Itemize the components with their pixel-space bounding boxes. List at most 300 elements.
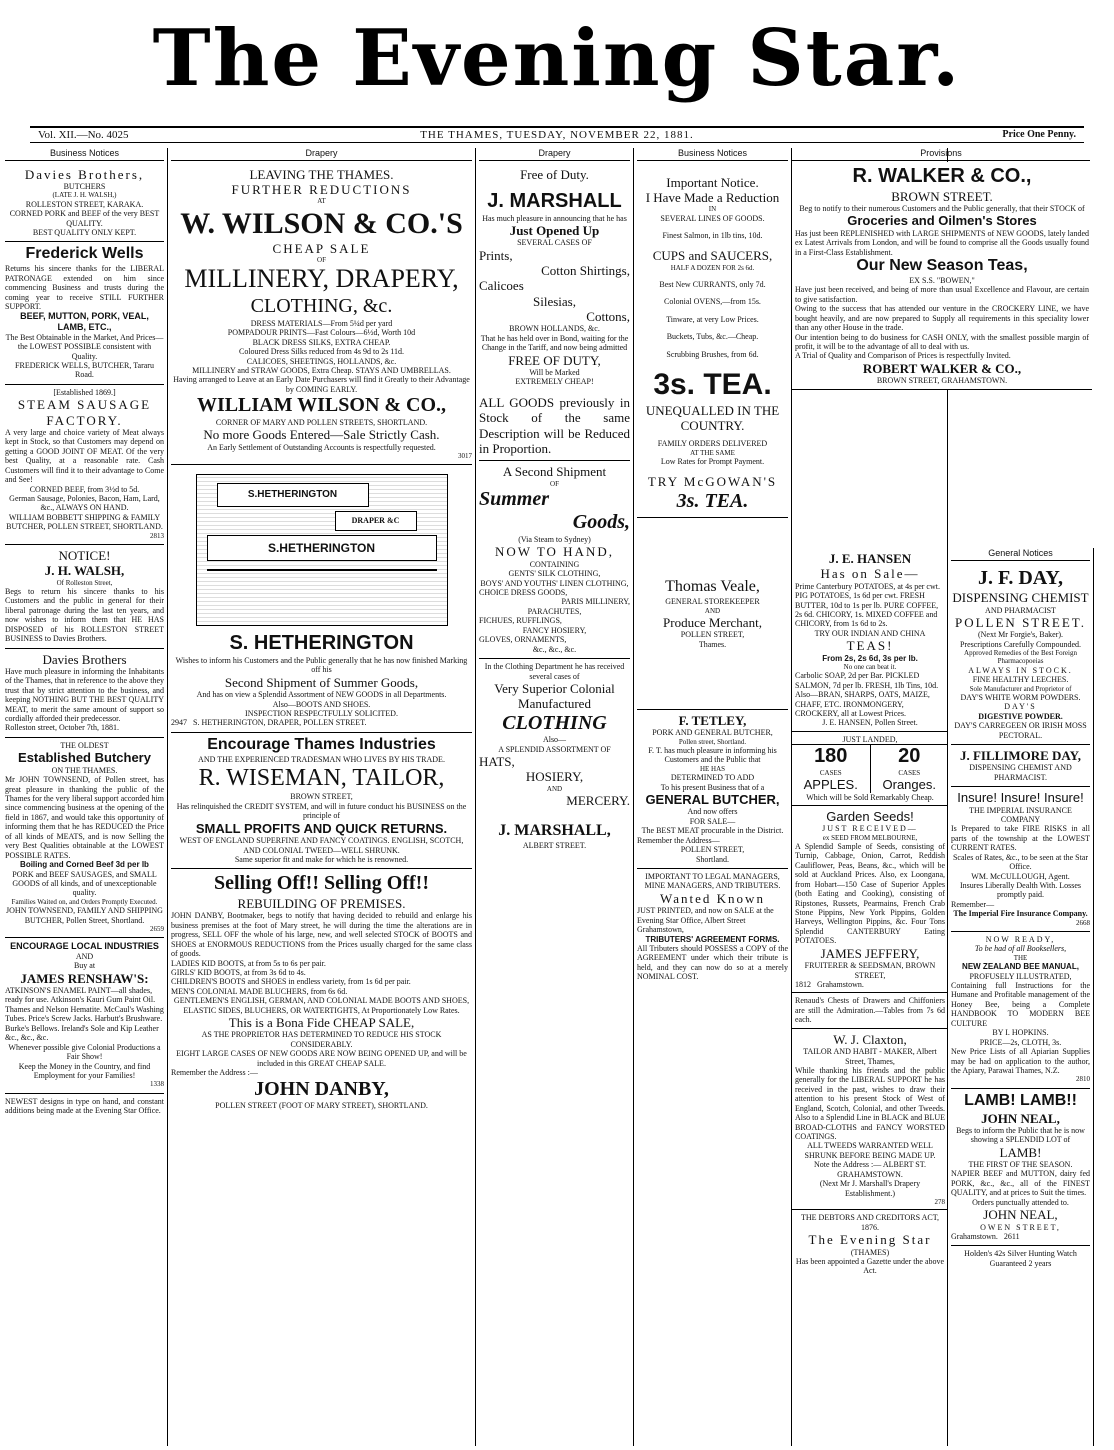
ad-text: NOW TO HAND, (495, 544, 614, 560)
ad-text: DAY'S (1004, 702, 1037, 712)
ad-text: NOW READY, (985, 935, 1056, 945)
ad-text: CASES (898, 768, 921, 777)
ad-text: HE HAS (699, 764, 726, 773)
ad-title: Frederick Wells (25, 245, 144, 263)
ad-signature: JOHN TOWNSEND, FAMILY AND SHIPPING BUTCHER, Pollen Street, Shortland. (6, 906, 163, 925)
ad-text: DISPENSING CHEMIST (952, 590, 1089, 606)
ad-title: JOHN NEAL, (981, 1110, 1060, 1126)
ad-text: REBUILDING OF PREMISES. (237, 896, 406, 912)
ad-marshall-summer (479, 461, 630, 659)
ad-number: 2810 (1076, 1075, 1090, 1084)
ad-renaud (792, 993, 948, 1028)
ad-text: Grahamstown. (817, 980, 864, 989)
ad-text: Scrubbing Brushes, from 6d. (666, 349, 759, 359)
ad-body: ALL GOODS previously in Stock of the same Description will be Reduced in Proportion. (479, 394, 630, 456)
ad-text: FRUITERER & SEEDSMAN, BROWN STREET, (804, 961, 936, 980)
ad-text: ON THE THAMES. (51, 765, 118, 775)
ad-text: Thames. (698, 639, 727, 649)
ad-signature: J. E. HANSEN, Pollen Street. (822, 718, 918, 728)
ad-text: Tinware, at very Low Prices. (666, 314, 759, 324)
ad-body: Has been appointed a Gazette under the above Act. (795, 1256, 945, 1276)
ad-marshall-clothing (479, 659, 630, 855)
ad-text: Buckets, Tubs, &c.—Cheap. (666, 332, 759, 342)
store-veranda (207, 569, 437, 615)
ad-text: (Via Steam to Sydney) (518, 534, 591, 544)
ad-text: SMALL PROFITS AND QUICK RETURNS. (195, 820, 448, 836)
ad-body: NAPIER BEEF and MUTTON, dairy fed PORK, &c., &c., all of the FINEST QUALITY, and at prices to Suit the times. (951, 1169, 1090, 1198)
ad-text: AND THE EXPERIENCED TRADESMAN WHO LIVES BY HIS TRADE. (198, 754, 445, 764)
ad-body: ATKINSON'S ENAMEL PAINT—all shades, ready for use. Atkinson's Kauri Gum Paint Oil. Thames and Nelson Hematite. McCaul's Washing Tubes. Price's Screw Jacks. Harbutt's Brushware. Burke's Bellows. Ireland's Sole and Kip Leather &c., &c., &c. (5, 986, 164, 1043)
ad-text: ALL TWEEDS WARRANTED WELL SHRUNK BEFORE BEING MADE UP. (804, 1141, 936, 1160)
ad-body: JUST PRINTED, and now on SALE at the Evening Star Office, Albert Street Grahamstown, (637, 906, 774, 935)
ad-text: To be had of all Booksellers, (974, 944, 1067, 954)
ad-marshall-free-duty (479, 164, 630, 462)
ad-address: POLLEN STREET (FOOT OF MARY STREET), SHORTLAND. (215, 1101, 428, 1111)
ad-address: POLLEN STREET. (954, 614, 1087, 630)
ad-number: 1812 (795, 980, 811, 989)
ad-title: JOHN DANBY, (254, 1077, 389, 1100)
ad-text: Insures Liberally Dealth With. Losses promptly paid. (959, 881, 1082, 900)
ad-walsh-notice (5, 545, 164, 649)
ad-text: GENERAL STOREKEEPER (665, 597, 760, 607)
ad-body: Beg to notify to their numerous Customers and the Public generally, that their STOCK of (799, 203, 1085, 213)
ad-number: 2813 (150, 531, 164, 540)
ad-imperial-insurance (951, 787, 1090, 932)
ad-title: Davies Brothers, (24, 166, 145, 182)
ad-body: That he has held over in Bond, waiting for the Change in the Tariff, and now being admitted (480, 333, 629, 353)
ad-text: AND (75, 951, 94, 961)
ad-tetley (637, 710, 788, 869)
ad-text: JUST LANDED, (842, 734, 898, 744)
ad-text: FINE HEALTHY LEECHES. (972, 675, 1069, 685)
ad-text: Of Rolleston Street, (56, 578, 113, 587)
ad-text: Second Shipment of Summer Goods, (224, 674, 419, 690)
ad-title: F. TETLEY, (678, 713, 747, 729)
ad-text: SEVERAL CASES OF (517, 238, 592, 248)
ad-text: Orders punctually attended to. (972, 1197, 1069, 1207)
ad-text: GIRLS' KID BOOTS, at from 3s 6d to 4s. (171, 967, 306, 977)
ad-text: Remember the Address :— (171, 1068, 258, 1078)
ad-address: ALBERT STREET. (522, 841, 587, 851)
ad-text: FICHUES, RUFFLINGS, (479, 616, 562, 626)
ad-text: INSPECTION RESPECTFULLY SOLICITED. (245, 708, 398, 718)
ad-title: LAMB! LAMB!! (964, 1091, 1077, 1109)
ad-title: S. HETHERINGTON (229, 632, 414, 655)
ad-text: From 2s, 2s 6d, 3s per lb. (822, 653, 918, 663)
ad-text: HOSIERY, (525, 769, 584, 785)
masthead (0, 0, 1114, 118)
ad-john-neal (951, 1089, 1090, 1247)
ad-bee-manual (951, 932, 1090, 1089)
ad-body: In the Clothing Department he has received several cases of (484, 662, 625, 681)
ad-text: BROWN HOLLANDS, &c. (509, 324, 600, 334)
ad-text: THE OLDEST (60, 740, 109, 750)
ad-title: ENCOURAGE LOCAL INDUSTRIES (10, 941, 159, 952)
ad-address: Note the Address :— ALBERT ST. GRAHAMSTOWN. (813, 1160, 927, 1179)
ad-text: PORK and BEEF SAUSAGES, and SMALL GOODS of all kinds, and of unexceptionable quality. (12, 869, 157, 898)
ad-text: FREE OF DUTY, (508, 352, 601, 368)
ad-text: CHOICE DRESS GOODS, (479, 588, 568, 598)
ad-text: AND PHARMACIST (985, 605, 1056, 615)
ad-hetherington (171, 465, 472, 733)
ad-address: POLLEN STREET, (680, 845, 745, 855)
ad-body: Returns his sincere thanks for the LIBERAL PATRONAGE extended on him since commencing Business and trusts during the coming year to receive STILL FURTHER SUPPORT. (5, 264, 164, 311)
ad-body: Has just been REPLENISHED with LARGE SHIPMENTS of NEW GOODS, lately landed ex Latest Arrivals from London, and will be found to comprise all the Goods usually found in a First-Class Establishment. (795, 228, 1089, 257)
ad-signature: S. HETHERINGTON, DRAPER, POLLEN STREET. (193, 718, 367, 728)
ad-text: LADIES KID BOOTS, at from 5s to 6s per pair. (171, 958, 326, 968)
ad-title: JAMES JEFFERY, (820, 945, 920, 961)
ad-text: (Next Mr J. Marshall's Drapery Establishment.) (819, 1179, 921, 1198)
ad-signature: JOHN NEAL, (983, 1207, 1058, 1223)
ad-tributers (637, 869, 788, 986)
ad-text: DAY'S WHITE WORM POWDERS. (960, 692, 1081, 702)
ad-title: CLOTHING, &c. (250, 295, 393, 318)
ad-address: POLLEN STREET, (680, 630, 745, 640)
ad-address: OWEN STREET, (980, 1222, 1061, 1232)
ad-text: Produce Merchant, (663, 614, 762, 630)
ad-body: Has relinquished the CREDIT SYSTEM, and will in future conduct his BUSINESS on the principle of (176, 801, 467, 821)
ad-text: Prescriptions Carefully Compounded. (959, 639, 1082, 649)
ad-subtitle: BUTCHERS (63, 181, 106, 191)
column-business-notices-2 (634, 148, 792, 1446)
column-header: Business Notices (5, 148, 164, 161)
ad-title: NOTICE! (58, 548, 111, 563)
ad-text: BLACK DRESS SILKS, EXTRA CHEAP. (252, 337, 391, 347)
ad-title: NEW ZEALAND BEE MANUAL, (962, 962, 1079, 972)
ad-body: Carbolic SOAP, 2d per Bar. PICKLED SALMON, 7d per lb. FRESH, 1lb Tins, 10d. Also—BRAN, SHARPS, OATS, MAIZE, CHAFF, ETC. IRONMONGERY, CROCKERY, all at Lowest Prices. (795, 671, 939, 719)
ad-title: Established Butchery (18, 750, 151, 766)
ad-body: Have just been received, and being of more than usual Excellence and Flavour, are certain to give satisfaction. (795, 285, 1089, 304)
ad-text: JUST RECEIVED— (822, 824, 918, 834)
ad-title: Davies Brothers (42, 651, 127, 667)
ad-number: 1338 (150, 1080, 164, 1089)
ad-text: DAY'S CARREGEEN OR IRISH MOSS PECTORAL. (954, 721, 1087, 740)
ad-text: To his present Business that of a (660, 782, 765, 792)
ad-text: DRESS MATERIALS—From 5¼d per yard (250, 318, 393, 328)
ad-title: Selling Off!! Selling Off!! (214, 872, 429, 895)
ad-text: HATS, (479, 754, 515, 770)
ad-title: R. WISEMAN, TAILOR, (198, 765, 445, 792)
ad-renshaw (5, 938, 164, 1093)
ad-text: AS THE PROPRIETOR HAS DETERMINED TO REDUCE HIS STOCK CONSIDERABLY. (201, 1030, 442, 1049)
ad-text: IN (708, 205, 717, 214)
ad-text: And now offers (687, 807, 738, 817)
ad-text: FANCY HOSIERY, (522, 625, 587, 635)
ad-body: Having arranged to Leave at an Early Date Purchasers will find it Greatly to their Advantage by COMING EARLY. (173, 375, 470, 394)
column-general-notices (948, 548, 1094, 1446)
ad-text: showing a SPLENDID LOT of (970, 1135, 1071, 1145)
ad-number: 3017 (458, 452, 472, 461)
ad-text: TAILOR AND HABIT - MAKER, Albert Street, Thames, (803, 1047, 937, 1066)
ad-text: CONTAINING (529, 559, 580, 569)
ad-text: IMPORTANT TO LEGAL MANAGERS, MINE MANAGERS, AND TRIBUTERS. (644, 871, 781, 891)
column-provisions-lower (792, 548, 948, 1446)
ad-body: Our intention being to do business for CASH ONLY, with the smallest possible margin of profit, it will be to the advantage of all to deal with us. (795, 332, 1089, 351)
ad-walker-body (792, 162, 1092, 390)
column-header: Provisions (792, 148, 1090, 161)
ad-text: Will be Marked (529, 368, 580, 378)
ad-text: I Have Made a Reduction (645, 189, 780, 205)
ad-davies-brothers (5, 164, 164, 243)
ad-text: Keep the Money in the Country, and find Employment for your Families! (18, 1061, 151, 1080)
ad-text: GLOVES, ORNAMENTS, (479, 635, 567, 645)
ad-title: J. F. DAY, (977, 566, 1064, 589)
ad-text: GENERAL BUTCHER, (645, 792, 780, 808)
ad-hansen (792, 548, 948, 732)
ad-text: OF (550, 479, 559, 488)
ad-text: This is a Bona Fide CHEAP SALE, (228, 1015, 415, 1031)
ad-title: J. H. WALSH, (44, 563, 125, 579)
ad-davies-brothers-2 (5, 649, 164, 738)
ad-text: Remember the Address— (637, 835, 720, 845)
ad-body: A very large and choice variety of Meat always kept in Stock, so that Customers may depend on getting a GOOD JOINT OF MEAT. Of the very best Quality, at a reasonable rate. Cash Customers will find it to their advantage to Come and See! (5, 427, 164, 485)
ad-body: Renaud's Chests of Drawers and Chiffoniers are still the Admiration.—Tables from 7s 6d each. (795, 996, 945, 1025)
dateline (30, 126, 1084, 143)
ad-text: LEAVING THE THAMES. (249, 166, 394, 182)
ad-text: BY I. HOPKINS. (992, 1028, 1049, 1038)
ad-text: PARACHUTES, (527, 606, 582, 616)
ad-number: 2947 (171, 718, 187, 728)
ad-text: German Sausage, Polonies, Bacon, Ham, Lard, &c., ALWAYS ON HAND. (9, 494, 160, 513)
ad-text: Just Opened Up (509, 222, 600, 238)
ad-text: Approved Remedies of the Best Foreign Pharmacopoeias (964, 649, 1077, 666)
ad-text: Also—BOOTS AND SHOES. (272, 699, 371, 709)
ad-text: ALWAYS IN STOCK. (968, 665, 1073, 675)
ad-number: 2668 (1076, 918, 1090, 927)
ad-text: FOR SALE— (689, 816, 736, 826)
ad-number: 2659 (150, 924, 164, 933)
ad-fillimore-day (951, 745, 1090, 787)
ad-title: Encourage Thames Industries (207, 735, 436, 753)
ad-text: Calicoes (479, 278, 524, 294)
ad-body: Mr JOHN TOWNSEND, of Pollen street, has great pleasure in thanking the public of the Thames for the very liberal support accorded him since commencing business at the opening of the field in 1867, and would take this opportunity of informing them that he has REDUCED the Price of all kinds of MEATS, and is now Selling the very Best Qualities obtainable at the LOWEST POSSIBLE RATES. (5, 775, 164, 860)
ad-title: The Evening Star (808, 1232, 932, 1248)
ad-text: Cottons, (586, 309, 630, 325)
apples-cell (792, 745, 871, 792)
ad-text: PORK AND GENERAL BUTCHER, (652, 728, 773, 738)
volume-number: Vol. XII.—No. 4025 (38, 129, 129, 141)
ad-address: BROWN STREET, (290, 792, 353, 802)
ad-apples-oranges (792, 732, 948, 806)
ad-title: J. MARSHALL (487, 189, 622, 212)
ad-evening-star-gazette (792, 1210, 948, 1279)
ad-title: J. MARSHALL, (498, 822, 611, 840)
ad-text: MERCERY. (566, 793, 630, 809)
ad-title: Summer (479, 487, 550, 510)
ad-text: Coloured Dress Silks reduced from 4s 9d to 2s 11d. (238, 347, 405, 357)
ad-text: CHILDREN'S BOOTS and SHOES in endless variety, from 1s 6d per pair. (171, 977, 411, 987)
ad-text: AT THE SAME (690, 448, 735, 457)
column-header: Drapery (479, 148, 630, 161)
fruit-table (792, 744, 948, 792)
case-count: 20 (898, 745, 921, 768)
ad-text: Whenever possible give Colonial Productions a Fair Show! (8, 1042, 161, 1062)
ad-text: THE IMPERIAL INSURANCE COMPANY (969, 805, 1072, 824)
ad-title: W. J. Claxton, (833, 1031, 907, 1047)
ad-text: Has on Sale— (820, 566, 920, 582)
ad-signature: WILLIAM BOBBETT SHIPPING & FAMILY BUTCHER, POLLEN STREET, SHORTLAND. (6, 512, 163, 532)
ad-title: R. WALKER & CO., (852, 165, 1032, 187)
column-header: General Notices (951, 548, 1090, 561)
ad-text: Remember— (951, 899, 995, 909)
column-header: Drapery (171, 148, 472, 161)
ad-text: CALICOES, SHEETINGS, HOLLANDS, &c. (246, 356, 397, 366)
issue-date: THE THAMES, TUESDAY, NOVEMBER 22, 1881. (420, 129, 694, 141)
ad-text: POMPADOUR PRINTS—Fast Colours—6½d, Worth 10d (227, 328, 416, 338)
ad-text: No one can beat it. (843, 663, 897, 672)
ad-text: GENTS' SILK CLOTHING, (508, 569, 601, 579)
ad-text: Same superior fit and make for which he is renowned. (234, 854, 409, 864)
ad-text: DISPENSING CHEMIST AND PHARMACIST. (969, 763, 1072, 782)
ad-text: SEVERAL LINES OF GOODS. (660, 213, 765, 223)
ad-text: Free of Duty. (520, 166, 589, 182)
ad-text: &c., &c., &c. (532, 644, 577, 654)
ad-text: Scales of Rates, &c., to be seen at the Star Office. (952, 852, 1089, 872)
ad-text: And has on view a Splendid Assortment of NEW GOODS in all Departments. (196, 690, 447, 700)
ad-text: CORNED BEEF, from 3½d to 5d. (29, 484, 140, 494)
ad-body: Begs to return his sincere thanks to his Customers and the public in general for their liberal patronage during the last ten years, and now wishes to inform them that HE HAS DISPOSED of his ROLLESTON STREET BUSINESS to Davies Brothers. (5, 586, 164, 644)
ad-holden (951, 1246, 1090, 1272)
ad-address: CORNER OF MARY AND POLLEN STREETS, SHORTLAND. (215, 417, 428, 427)
ad-text: An Early Settlement of Outstanding Accounts is respectfully requested. (207, 442, 436, 452)
ad-title: MILLINERY, DRAPERY, (184, 264, 459, 294)
ad-address: BROWN STREET, GRAHAMSTOWN. (876, 376, 1008, 386)
ad-body: CORNED PORK and BEEF of the very BEST QUALITY. (9, 209, 160, 228)
ad-text: (THAMES) (850, 1247, 890, 1257)
ad-text: Also— (542, 735, 567, 745)
ad-wiseman (171, 733, 472, 870)
store-sign: S.HETHERINGTON (217, 483, 369, 507)
newspaper-title: The Evening Star. (152, 13, 962, 104)
ad-text: Grahamstown. (951, 1232, 998, 1241)
ad-body: Wishes to inform his Customers and the Public generally that he has now finished Marking off his (175, 655, 468, 675)
ad-title: W. WILSON & CO.'S (180, 206, 463, 240)
ad-title: Wanted Known (660, 890, 765, 906)
ad-text: Very Superior Colonial Manufactured (494, 680, 615, 712)
ad-text: FAMILY ORDERS DELIVERED (657, 439, 768, 449)
ad-number: 278 (934, 1198, 945, 1207)
store-sign: DRAPER &C (335, 511, 417, 531)
ad-title: WILLIAM WILSON & CO., (196, 394, 447, 417)
ad-danby (171, 869, 472, 1114)
ad-body: Have much pleasure in informing the Inhabitants of the Thames, that in reference to the above they trust that by strict attention to the business, and keeping NOTHING BUT THE BEST QUALITY MEAT, to merit the same amount of support so cordially afforded their predecessor. (5, 666, 164, 724)
ad-text: Silesias, (533, 293, 576, 309)
ad-text: APPLES. (803, 777, 858, 793)
ad-text: AT (317, 197, 326, 206)
ad-title: CLOTHING (502, 711, 607, 734)
ad-text: Best New CURRANTS, only 7d. (659, 279, 766, 289)
ad-text: Buy at (73, 961, 96, 971)
column-drapery-1 (168, 148, 476, 1446)
column-drapery-2 (476, 148, 634, 1446)
ad-text: Prints, (479, 247, 513, 263)
ad-title: JAMES RENSHAW'S: (20, 970, 149, 986)
ad-text: EIGHT LARGE CASES OF NEW GOODS ARE NOW BEING OPENED UP, and will be included in this GREAT CHEAP SALE. (176, 1049, 467, 1068)
ad-text: Shortland. (695, 854, 730, 864)
column-header: Business Notices (637, 148, 788, 161)
ad-body: Is Prepared to take FIRE RISKS in all parts of the township at the LOWEST CURRENT RATES. (951, 824, 1090, 853)
ad-title: Insure! Insure! Insure! (957, 790, 1084, 806)
ad-text: [Established 1869.] (53, 387, 116, 397)
ad-wilson (171, 164, 472, 466)
ad-text: EX S.S. "BOWEN," (909, 275, 975, 285)
ad-text: BOYS' AND YOUTHS' LINEN CLOTHING, (480, 578, 629, 588)
ad-text: AND (546, 784, 563, 793)
ad-title: J. FILLIMORE DAY, (959, 747, 1082, 763)
ad-text: THE FIRST OF THE SEASON. (968, 1160, 1073, 1170)
column-business-notices-1 (2, 148, 168, 1446)
ad-body: Prime Canterbury POTATOES, at 4s per cwt. PIG POTATOES, 1s 6d per cwt. FRESH BUTTER, 10d to 1s per lb. PURE COFFEE, 2s 6d. CHICORY, 1s. MIXED COFFEE and CHICORY, from 1s 6d to 2s. (795, 581, 940, 629)
ad-jeffery (792, 806, 948, 993)
ad-text: The BEST MEAT procurable in the District. (641, 826, 784, 836)
ad-text: Low Rates for Prompt Payment. (660, 456, 765, 466)
ad-text: Oranges. (882, 777, 936, 793)
ad-body: F. T. has much pleasure in informing his Customers and the Public that (648, 746, 777, 765)
ad-text: MEN'S COLONIAL MADE BLUCHERS, from 6s 6d. (171, 986, 348, 996)
ad-address: BROWN STREET. (891, 188, 993, 204)
ad-claxton (792, 1029, 948, 1211)
ad-text: EXTREMELY CHEAP! (515, 377, 594, 387)
ad-title: 3s. TEA. (676, 489, 749, 512)
ad-text: A SPLENDID ASSORTMENT OF (498, 744, 611, 754)
ad-signature: WM. McCULLOUGH, Agent. (971, 871, 1070, 881)
case-count: 180 (814, 745, 848, 768)
ad-text: HALF A DOZEN FOR 2s 6d. (670, 263, 755, 272)
ad-body: Containing full Instructions for the Humane and Profitable management of the Honey Bee, being a Complete HANDBOOK TO MODERN BEE CULTURE (951, 981, 1090, 1028)
ad-body: A Splendid Sample of Seeds, consisting of Turnip, Cabbage, Onion, Carrot, Reddish Cauliflower, Peas, Beans, &c., which will be sold at Auckland Prices. Also, ex Loongana, from Hobart—150 Case of Superior Apples (both Eating and Cooking), consisting of Ripstones, Russets, Pearmains, French Crab Stone Pippins, New York Pippins, Golden Harveys, Wellington Pippins, &c. Four Tons Splendid CANTERBURY Eating POTATOES. (795, 841, 945, 946)
ad-text: ex SEED FROM MELBOURNE, (822, 833, 918, 842)
ad-text: THE (1013, 953, 1028, 962)
ad-text: Finest Salmon, in 1lb tins, 10d. (662, 230, 763, 240)
ad-body: NEWEST designs in type on hand, and constant additions being made at the Evening Star Office. (5, 1096, 164, 1116)
ad-text: CHEAP SALE (272, 240, 371, 256)
ad-text: GENTLEMEN'S ENGLISH, GERMAN, AND COLONIAL MADE BOOTS AND SHOES, ELASTIC SIDES, BLUCHERS, OR WATERTIGHTS, At Proportionately Low Rates. (173, 996, 470, 1015)
ad-steam-sausage (5, 385, 164, 545)
ad-body: Begs to inform the Public that he is now (956, 1125, 1085, 1135)
ad-body: The Best Obtainable in the Market, And Prices—the LOWEST POSSIBLE consistent with Quality. (5, 332, 164, 361)
ad-title: FURTHER REDUCTIONS (231, 181, 412, 197)
ad-veale (637, 518, 788, 710)
ad-text: Cotton Shirtings, (541, 263, 630, 279)
ad-text: (LATE J. H. WALSH,) (52, 191, 117, 200)
ad-text: TRY OUR INDIAN AND CHINA (814, 628, 926, 638)
ad-text: Boiling and Corned Beef 3d per lb (20, 860, 149, 870)
ad-title: ROBERT WALKER & CO., (862, 360, 1022, 376)
ad-body: Holden's 42s Silver Hunting Watch Guaranteed 2 years (964, 1249, 1077, 1268)
ad-title: J. E. HANSEN (828, 551, 912, 566)
ad-text: UNEQUALLED IN THE COUNTRY. (645, 402, 780, 433)
ad-text: No more Goods Entered—Sale Strictly Cash. (203, 427, 440, 443)
ad-text: Colonial OVENS,—from 15s. (664, 297, 761, 307)
ad-address: Pollen street, Shortland. (678, 737, 747, 746)
oranges-cell (871, 745, 949, 792)
ad-title: Our New Season Teas, (856, 257, 1028, 274)
ad-text: (Next Mr Forgie's, Baker). (977, 630, 1064, 640)
ad-signature: FREDERICK WELLS, BUTCHER, Tararu Road. (15, 360, 154, 380)
ad-text: Sole Manufacturer and Proprietor of (969, 684, 1072, 693)
ad-title: Important Notice. (666, 174, 759, 190)
ad-text: PROFUSELY ILLUSTRATED, (969, 971, 1072, 981)
ad-text: TEAS! (846, 638, 894, 654)
ad-text: TRIBUTERS' AGREEMENT FORMS. (645, 934, 780, 944)
ad-walker (792, 162, 1092, 390)
ad-title: Thomas Veale, (665, 578, 760, 596)
ad-body: New Price Lists of all Apiarian Supplies may be had on application to the author, the Apiary, Parawai Thames, N.Z. (951, 1047, 1090, 1075)
ad-title: STEAM SAUSAGE FACTORY. (17, 397, 152, 428)
ad-text: Groceries and Oilmen's Stores (847, 213, 1037, 229)
ad-newest (5, 1094, 164, 1120)
ad-text: DETERMINED TO ADD (670, 773, 755, 783)
